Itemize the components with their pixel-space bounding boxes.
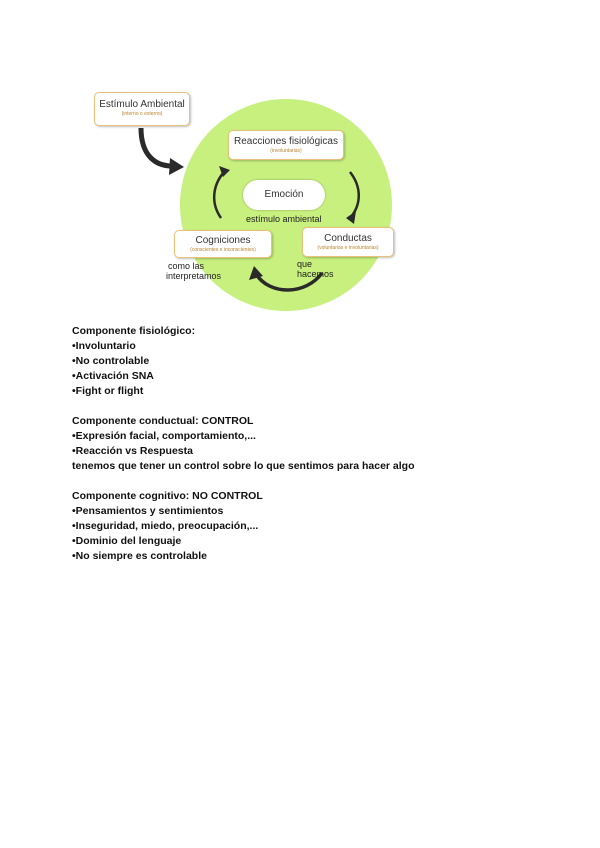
cognitions-title: Cogniciones xyxy=(195,235,251,246)
section-heading: Componente fisiológico: xyxy=(72,325,196,337)
stimulus-box xyxy=(94,92,190,126)
list-item: •No controlable xyxy=(72,355,150,367)
section-physiological xyxy=(72,324,415,399)
notes xyxy=(72,324,415,579)
behaviors-title: Conductas xyxy=(324,233,372,244)
list-item: •Dominio del lenguaje xyxy=(72,535,182,547)
section-heading: Componente cognitivo: NO CONTROL xyxy=(72,490,263,502)
behaviors-subtitle: (voluntarias e involuntarias) xyxy=(317,245,379,251)
section-heading: Componente conductual: CONTROL xyxy=(72,415,254,427)
list-item: •Pensamientos y sentimientos xyxy=(72,505,224,517)
annotation-behavior-line1: que xyxy=(297,259,313,269)
cognitions-box xyxy=(174,230,272,258)
annotation-cognition-line1: como las xyxy=(168,261,205,271)
list-item: •Involuntario xyxy=(72,340,136,352)
section-behavioral xyxy=(72,414,415,474)
emotion-diagram xyxy=(0,0,600,320)
physiological-box xyxy=(228,130,344,160)
behaviors-box xyxy=(302,227,394,257)
stimulus-arrowhead xyxy=(169,158,184,175)
annotation-cognition-line2: interpretamos xyxy=(166,271,222,281)
stimulus-subtitle: (interno o externo) xyxy=(121,111,163,117)
annotation-behavior xyxy=(297,259,334,279)
list-item: •Expresión facial, comportamiento,... xyxy=(72,430,256,442)
stimulus-arrow xyxy=(141,128,172,166)
section-cognitive xyxy=(72,489,415,564)
stimulus-title: Estímulo Ambiental xyxy=(99,99,185,110)
annotation-stimulus: estímulo ambiental xyxy=(246,214,322,224)
physiological-subtitle: (involuntarias) xyxy=(270,148,302,154)
emotion-node: Emoción xyxy=(243,180,325,210)
physiological-title: Reacciones fisiológicas xyxy=(234,136,338,147)
annotation-cognition xyxy=(166,261,221,281)
cognitions-subtitle: (conscientes e inconscientes) xyxy=(190,247,256,253)
list-item: •No siempre es controlable xyxy=(72,550,207,562)
list-item: •Activación SNA xyxy=(72,370,154,382)
list-item: •Inseguridad, miedo, preocupación,... xyxy=(72,520,259,532)
annotation-behavior-line2: hacemos xyxy=(297,269,334,279)
list-item: •Fight or flight xyxy=(72,385,144,397)
list-item: tenemos que tener un control sobre lo que sentimos para hacer algo xyxy=(72,460,415,472)
list-item: •Reacción vs Respuesta xyxy=(72,445,193,457)
